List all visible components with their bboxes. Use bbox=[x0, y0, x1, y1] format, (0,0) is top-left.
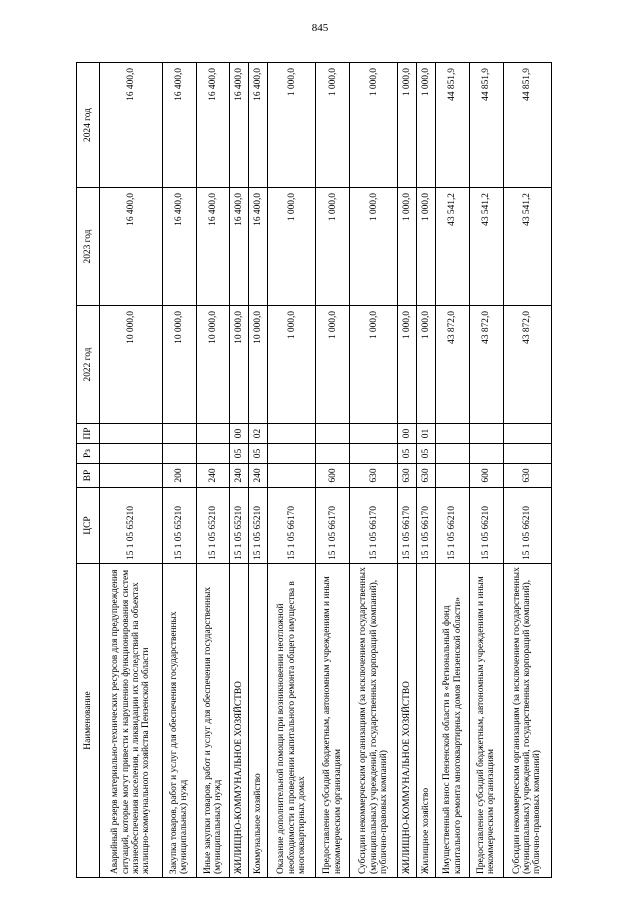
cell-2024: 1 000,0 bbox=[398, 63, 417, 188]
cell-pr bbox=[268, 424, 316, 444]
cell-pr bbox=[350, 424, 398, 444]
cell-rz bbox=[316, 444, 350, 464]
cell-vr: 600 bbox=[316, 464, 350, 488]
cell-2023: 16 400,0 bbox=[249, 188, 268, 306]
cell-name: Иные закупки товаров, работ и услуг для обеспечения государственных (муниципальных) нужд bbox=[196, 564, 230, 878]
cell-2023: 16 400,0 bbox=[196, 188, 230, 306]
cell-pr: 00 bbox=[398, 424, 417, 444]
cell-2023: 16 400,0 bbox=[230, 188, 249, 306]
cell-rz bbox=[268, 444, 316, 464]
cell-name: Предоставление субсидий бюджетным, автономным учреждениям и иным некоммерческим организациям bbox=[316, 564, 350, 878]
table-row bbox=[230, 63, 249, 878]
cell-csr: 15 1 05 65210 bbox=[163, 488, 197, 564]
cell-2022: 1 000,0 bbox=[417, 306, 436, 424]
table-row bbox=[398, 63, 417, 878]
cell-vr bbox=[100, 464, 163, 488]
cell-2022: 10 000,0 bbox=[100, 306, 163, 424]
cell-pr bbox=[469, 424, 503, 444]
cell-name: Предоставление субсидий бюджетным, автономным учреждениям и иным некоммерческим организациям bbox=[469, 564, 503, 878]
cell-vr: 200 bbox=[163, 464, 197, 488]
table-row bbox=[436, 63, 470, 878]
cell-name: Оказание дополнительной помощи при возникновении неотложной необходимости в проведении капитального ремонта общего имущества в многоквартирных домах bbox=[268, 564, 316, 878]
header-2024: 2024 год bbox=[77, 63, 100, 188]
cell-pr bbox=[503, 424, 551, 444]
cell-rz bbox=[196, 444, 230, 464]
cell-csr: 15 1 05 66170 bbox=[316, 488, 350, 564]
table-row bbox=[249, 63, 268, 878]
cell-2023: 43 541,2 bbox=[469, 188, 503, 306]
cell-2024: 16 400,0 bbox=[163, 63, 197, 188]
cell-pr bbox=[196, 424, 230, 444]
cell-name: Закупка товаров, работ и услуг для обеспечения государственных (муниципальных) нужд bbox=[163, 564, 197, 878]
header-pr: ПР bbox=[77, 424, 100, 444]
cell-name: ЖИЛИЩНО-КОММУНАЛЬНОЕ ХОЗЯЙСТВО bbox=[230, 564, 249, 878]
table-row bbox=[316, 63, 350, 878]
cell-pr bbox=[316, 424, 350, 444]
table-row bbox=[196, 63, 230, 878]
cell-vr bbox=[268, 464, 316, 488]
header-2023: 2023 год bbox=[77, 188, 100, 306]
page-number: 845 bbox=[311, 22, 329, 34]
cell-rz bbox=[503, 444, 551, 464]
cell-pr bbox=[163, 424, 197, 444]
cell-2024: 1 000,0 bbox=[350, 63, 398, 188]
cell-pr bbox=[100, 424, 163, 444]
cell-2022: 10 000,0 bbox=[230, 306, 249, 424]
cell-csr: 15 1 05 66170 bbox=[350, 488, 398, 564]
cell-csr: 15 1 05 66210 bbox=[469, 488, 503, 564]
table-row bbox=[417, 63, 436, 878]
cell-pr: 00 bbox=[230, 424, 249, 444]
cell-2024: 44 851,9 bbox=[503, 63, 551, 188]
cell-2024: 16 400,0 bbox=[249, 63, 268, 188]
cell-2022: 10 000,0 bbox=[163, 306, 197, 424]
cell-2024: 1 000,0 bbox=[316, 63, 350, 188]
cell-2024: 16 400,0 bbox=[230, 63, 249, 188]
cell-csr: 15 1 05 65210 bbox=[196, 488, 230, 564]
cell-name: Имущественный взнос Пензенской области в «Региональный фонд капитального ремонта многоквартирных домов Пензенской области» bbox=[436, 564, 470, 878]
cell-rz bbox=[469, 444, 503, 464]
table-row bbox=[163, 63, 197, 878]
cell-rz bbox=[100, 444, 163, 464]
cell-2022: 43 872,0 bbox=[503, 306, 551, 424]
cell-vr: 240 bbox=[230, 464, 249, 488]
cell-vr: 600 bbox=[469, 464, 503, 488]
cell-vr: 240 bbox=[196, 464, 230, 488]
table-row bbox=[350, 63, 398, 878]
header-vr: ВР bbox=[77, 464, 100, 488]
table-row bbox=[268, 63, 316, 878]
cell-vr: 630 bbox=[417, 464, 436, 488]
cell-rz bbox=[163, 444, 197, 464]
cell-csr: 15 1 05 66170 bbox=[268, 488, 316, 564]
cell-2024: 1 000,0 bbox=[417, 63, 436, 188]
cell-2023: 1 000,0 bbox=[316, 188, 350, 306]
cell-2023: 1 000,0 bbox=[417, 188, 436, 306]
cell-2022: 43 872,0 bbox=[436, 306, 470, 424]
cell-name: Субсидии некоммерческим организациям (за исключением государственных (муниципальных) учреждений, государственных корпораций (компаний), публично-правовых компаний) bbox=[350, 564, 398, 878]
cell-2024: 44 851,9 bbox=[436, 63, 470, 188]
cell-rz: 05 bbox=[249, 444, 268, 464]
cell-vr: 630 bbox=[350, 464, 398, 488]
cell-2022: 43 872,0 bbox=[469, 306, 503, 424]
cell-2024: 1 000,0 bbox=[268, 63, 316, 188]
cell-2023: 1 000,0 bbox=[268, 188, 316, 306]
cell-2023: 43 541,2 bbox=[503, 188, 551, 306]
cell-name: ЖИЛИЩНО-КОММУНАЛЬНОЕ ХОЗЯЙСТВО bbox=[398, 564, 417, 878]
cell-2023: 16 400,0 bbox=[163, 188, 197, 306]
cell-csr: 15 1 05 66170 bbox=[417, 488, 436, 564]
cell-2023: 1 000,0 bbox=[350, 188, 398, 306]
cell-name: Субсидии некоммерческим организациям (за исключением государственных (муниципальных) учреждений, государственных корпораций (компаний), публично-правовых компаний) bbox=[503, 564, 551, 878]
cell-csr: 15 1 05 66210 bbox=[503, 488, 551, 564]
cell-pr: 01 bbox=[417, 424, 436, 444]
cell-2022: 10 000,0 bbox=[249, 306, 268, 424]
cell-2024: 16 400,0 bbox=[100, 63, 163, 188]
cell-csr: 15 1 05 65210 bbox=[249, 488, 268, 564]
cell-2022: 10 000,0 bbox=[196, 306, 230, 424]
cell-2024: 44 851,9 bbox=[469, 63, 503, 188]
header-2022: 2022 год bbox=[77, 306, 100, 424]
budget-table bbox=[76, 62, 552, 878]
table-row bbox=[100, 63, 163, 878]
table-row bbox=[469, 63, 503, 878]
header-name: Наименование bbox=[77, 564, 100, 878]
cell-vr: 630 bbox=[503, 464, 551, 488]
cell-2022: 1 000,0 bbox=[268, 306, 316, 424]
cell-2024: 16 400,0 bbox=[196, 63, 230, 188]
cell-csr: 15 1 05 66170 bbox=[398, 488, 417, 564]
cell-csr: 15 1 05 65210 bbox=[100, 488, 163, 564]
cell-2023: 43 541,2 bbox=[436, 188, 470, 306]
cell-vr: 630 bbox=[398, 464, 417, 488]
cell-2023: 16 400,0 bbox=[100, 188, 163, 306]
table-row bbox=[503, 63, 551, 878]
cell-vr bbox=[436, 464, 470, 488]
cell-pr: 02 bbox=[249, 424, 268, 444]
cell-rz bbox=[350, 444, 398, 464]
cell-2023: 1 000,0 bbox=[398, 188, 417, 306]
cell-name: Аварийный резерв материально-технических ресурсов для предупреждения ситуаций, которые могут привести к нарушению функционирования систем жизнеобеспечения населения, и ликвидации их последствий на объектах жилищно-коммунального хозяйства Пензенской области bbox=[100, 564, 163, 878]
cell-name: Жилищное хозяйство bbox=[417, 564, 436, 878]
cell-pr bbox=[436, 424, 470, 444]
cell-rz: 05 bbox=[398, 444, 417, 464]
table-header-row bbox=[77, 63, 100, 878]
cell-rz bbox=[436, 444, 470, 464]
cell-rz: 05 bbox=[230, 444, 249, 464]
cell-2022: 1 000,0 bbox=[350, 306, 398, 424]
cell-2022: 1 000,0 bbox=[316, 306, 350, 424]
table-body bbox=[100, 63, 552, 878]
cell-rz: 05 bbox=[417, 444, 436, 464]
cell-csr: 15 1 05 66210 bbox=[436, 488, 470, 564]
rotated-table-container bbox=[76, 63, 552, 878]
cell-csr: 15 1 05 65210 bbox=[230, 488, 249, 564]
header-csr: ЦСР bbox=[77, 488, 100, 564]
cell-name: Коммунальное хозяйство bbox=[249, 564, 268, 878]
header-rz: Рз bbox=[77, 444, 100, 464]
cell-vr: 240 bbox=[249, 464, 268, 488]
cell-2022: 1 000,0 bbox=[398, 306, 417, 424]
